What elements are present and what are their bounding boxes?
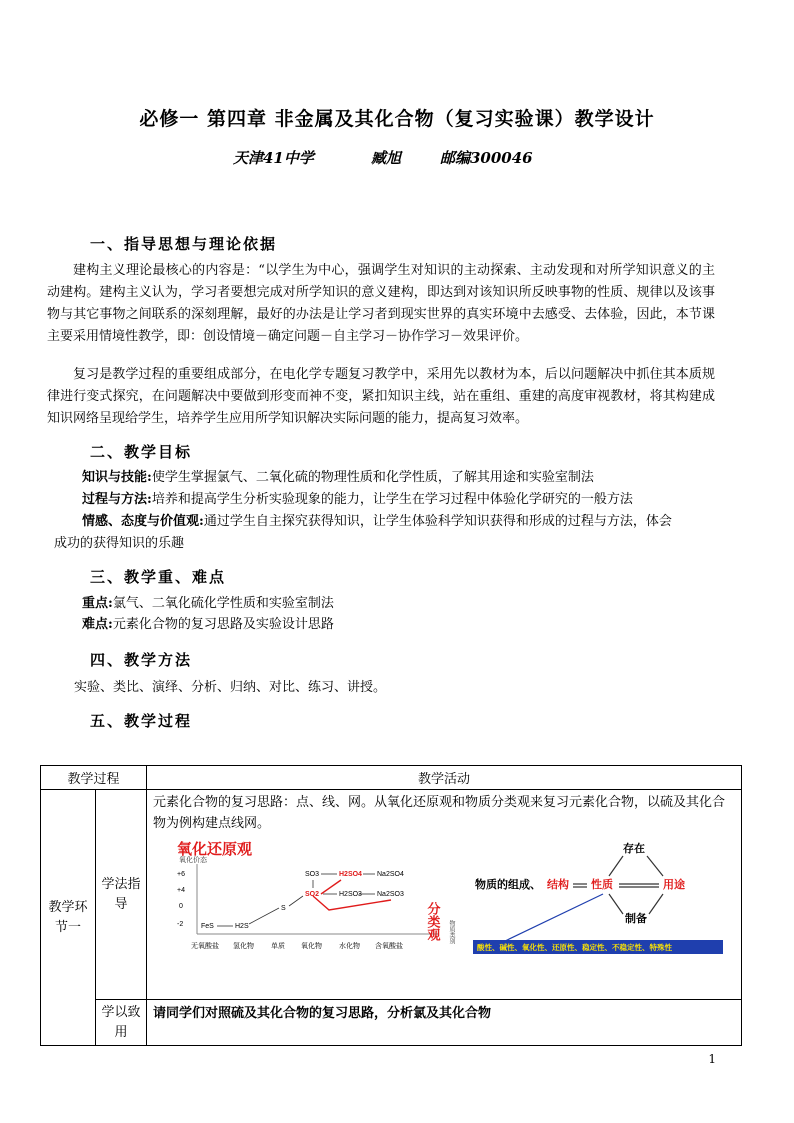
redox-axis-title: 氧化价态 (179, 857, 207, 864)
y-tick-0: 0 (179, 903, 183, 910)
classification-sub: 物质类别 (448, 920, 454, 944)
species-so2: SO2 (305, 891, 320, 898)
redox-title: 氧化还原观 (177, 841, 253, 858)
x-tick-3: 单质 (271, 943, 285, 950)
species-na2so3: Na2SO3 (377, 891, 404, 898)
section-heading-2: 二、教学目标 (90, 443, 193, 461)
paragraph-2: 复习是教学过程的重要组成部分，在电化学专题复习教学中，采用先以教材为本，后以问题解决中抓住其本质规律进行变式探究，在问题解决中要做到形变而神不变，紧扣知识主线，站在重组、重建的高度审视教材，将其构建成知识网络呈现给学生，培养学生应用所学知识解决实际问题的能力，提高复习效率。 (47, 367, 715, 426)
node-property: 性质 (591, 879, 613, 891)
table-header-activity: 教学活动 (147, 766, 742, 790)
goal-process (82, 489, 633, 511)
goal-process-label: 过程与方法: (82, 492, 152, 507)
section-heading-5: 五、教学过程 (90, 712, 193, 730)
x-tick-6: 含氧酸盐 (375, 943, 403, 950)
y-tick-4: +4 (177, 887, 185, 894)
process-table (40, 765, 742, 1046)
section-heading-1: 一、指导思想与理论依据 (90, 235, 278, 253)
methods-text: 实验、类比、演绎、分析、归纳、对比、练习、讲授。 (74, 680, 387, 695)
paragraph-1: 建构主义理论最核心的内容是：“以学生为中心，强调学生对知识的主动探索、主动发现和对所学知识意义的主动建构。建构主义认为，学习者要想完成对所学知识的意义建构，即达到对该知识所反映事物的性质、规律以及该事物与其它事物之间联系的深刻理解，最好的办法是让学习者到现实世界的真实环境中去感受、去体验，因此，本节课主要采用情境性教学，即：创设情境－确定问题－自主学习－协作学习－效果评价。 (47, 263, 715, 344)
property-bar-text: 酸性、碱性、氧化性、还原性、稳定性、不稳定性、特殊性 (477, 943, 672, 952)
redox-diagram (171, 836, 461, 964)
goal-emotion-label: 情感、态度与价值观: (82, 514, 204, 529)
species-s: S (281, 905, 286, 912)
key-point-text: 氯气、二氧化硫化学性质和实验室制法 (112, 596, 334, 611)
difficult-point-label: 难点: (82, 617, 113, 632)
difficult-point (82, 614, 334, 636)
species-fes: FeS (201, 923, 214, 930)
author-school: 天津41中学 (233, 149, 314, 167)
section-heading-4: 四、教学方法 (90, 651, 193, 669)
diagrams-area (153, 836, 735, 964)
row-content-method (147, 790, 742, 1000)
goal-knowledge-text: 使学生掌握氯气、二氧化硫的物理性质和化学性质，了解其用途和实验室制法 (151, 470, 594, 485)
author-postcode: 邮编300046 (440, 149, 533, 167)
x-tick-1: 无氧酸盐 (191, 943, 219, 950)
classification-label: 分类观 (425, 902, 441, 941)
y-tick-m2: -2 (177, 921, 184, 928)
page-title: 必修一 第四章 非金属及其化合物（复习实验课）教学设计 (139, 108, 655, 130)
x-tick-4: 氧化物 (301, 943, 322, 950)
author-name: 臧旭 (371, 149, 402, 167)
species-na2so4: Na2SO4 (377, 871, 404, 878)
node-composition: 物质的组成、 (475, 879, 541, 891)
node-existence: 存在 (623, 843, 645, 855)
node-use: 用途 (663, 879, 685, 891)
species-h2so3: H2SO3 (339, 891, 362, 898)
key-point-label: 重点: (82, 596, 113, 611)
node-structure: 结构 (547, 879, 569, 891)
species-h2so4: H2SO4 (339, 871, 362, 878)
page-number: 1 (708, 1052, 716, 1066)
property-network-diagram (463, 836, 733, 964)
species-so3: SO3 (305, 871, 320, 878)
goal-process-text: 培养和提高学生分析实验现象的能力，让学生在学习过程中体验化学研究的一般方法 (151, 492, 633, 507)
y-tick-6: +6 (177, 871, 185, 878)
row-content-apply: 请同学们对照硫及其化合物的复习思路，分析氯及其化合物 (147, 1000, 742, 1046)
goal-emotion (82, 511, 672, 533)
x-tick-2: 氢化物 (233, 943, 254, 950)
section-heading-3: 三、教学重、难点 (90, 568, 227, 586)
species-h2s: H2S (235, 923, 249, 930)
row-label-apply: 学以致用 (96, 1000, 147, 1046)
goal-emotion-cont: 成功的获得知识的乐趣 (54, 536, 185, 551)
difficult-point-text: 元素化合物的复习思路及实验设计思路 (112, 617, 334, 632)
node-preparation: 制备 (625, 913, 647, 925)
goal-knowledge (82, 467, 594, 489)
table-header-process: 教学过程 (41, 766, 147, 790)
key-point (82, 593, 334, 615)
row-label-method: 学法指导 (96, 790, 147, 1000)
x-tick-5: 水化物 (339, 943, 360, 950)
goal-knowledge-label: 知识与技能: (82, 470, 152, 485)
goal-emotion-text: 通过学生自主探究获得知识，让学生体验科学知识获得和形成的过程与方法，体会 (203, 514, 672, 529)
row-text-method: 元素化合物的复习思路：点、线、网。从氧化还原观和物质分类观来复习元素化合物，以硫及其化合物为例构建点线网。 (153, 795, 726, 831)
stage-cell: 教学环节一 (41, 790, 96, 1046)
